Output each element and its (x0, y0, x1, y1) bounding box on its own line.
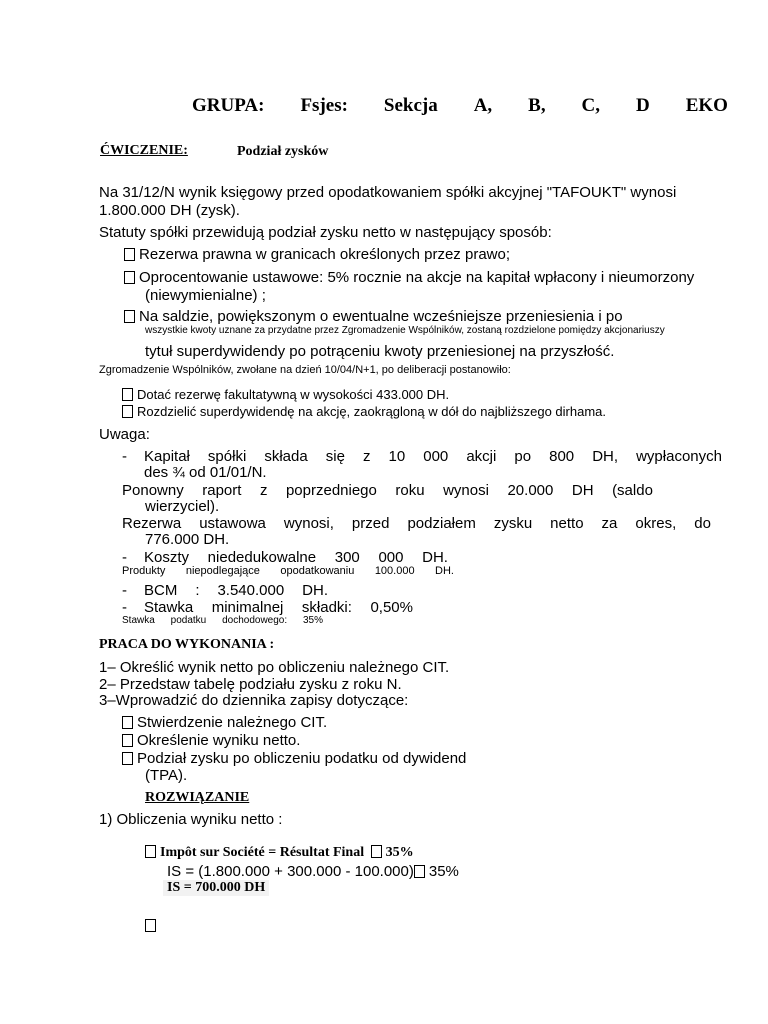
assembly-text: Dotać rezerwę fakultatywną w wysokości 433.000 DH. (137, 387, 450, 402)
statute-text: Oprocentowanie ustawowe: 5% rocznie na akcje na kapitał wpłacony i nieumorzony (139, 269, 695, 286)
intro-line: 1.800.000 DH (zysk). (99, 202, 240, 219)
text-segment: 35% (385, 845, 414, 860)
statute-small-text: wszystkie kwoty uznane za przydatne przez Zgromadzenie Wspólników, zostaną rozdzielone pomiędzy akcjonariuszy (145, 325, 665, 336)
header-part: A, (473, 95, 493, 116)
task-subitem-cont: (TPA). (145, 767, 188, 784)
word: 000 (423, 448, 449, 465)
word: poprzedniego (285, 482, 377, 499)
word: minimalnej (211, 599, 284, 616)
statute-item (124, 308, 623, 325)
note-capital-cont: des ¾ od 01/01/N. (144, 464, 267, 481)
missing-glyph-icon (124, 310, 135, 323)
word: opodatkowaniu (280, 565, 355, 577)
word: 300 (334, 549, 360, 566)
intro-line: Statuty spółki przewidują podział zysku netto w następujący sposób: (99, 224, 552, 241)
word: 800 (549, 448, 575, 465)
task-item: 3–Wprowadzić do dziennika zapisy dotyczące: (99, 692, 409, 709)
header-part: C, (581, 95, 601, 116)
word: Stawka (144, 599, 194, 616)
word: spółki (207, 448, 247, 465)
task-subitem (122, 732, 300, 749)
task-subitem (122, 714, 327, 731)
exercise-title: Podział zysków (237, 144, 329, 159)
word: za (601, 515, 618, 532)
word: DH. (302, 582, 328, 599)
text-segment: Impôt sur Société = Résultat Final (160, 845, 365, 860)
missing-glyph-icon (145, 845, 156, 858)
missing-glyph-icon (122, 752, 133, 765)
document-header (192, 95, 728, 117)
statute-item (124, 246, 510, 263)
solution-formula (145, 845, 414, 861)
note-dash: - (122, 599, 127, 616)
word: okres, (635, 515, 677, 532)
statute-text-cont: (niewymienialne) ; (145, 287, 266, 304)
text-segment: Podział zysku po obliczeniu podatku od dywidend (137, 750, 467, 767)
word: : (195, 582, 200, 599)
header-part: B, (528, 95, 546, 116)
assembly-line: Zgromadzenie Wspólników, zwołane na dzień 10/04/N+1, po deliberacji postanowiło: (99, 364, 511, 376)
statute-text: Na saldzie, powiększonym o ewentualne wcześniejsze przeniesienia i po (139, 308, 623, 325)
statute-text: Rezerwa prawna w granicach określonych przez prawo; (139, 246, 511, 263)
word: DH (571, 482, 594, 499)
word: składa (264, 448, 308, 465)
task-item: 2– Przedstaw tabelę podziału zysku z roku N. (99, 676, 402, 693)
word: 10 (388, 448, 406, 465)
missing-glyph-icon (122, 405, 133, 418)
word: Rezerwa (122, 515, 182, 532)
word: wypłaconych (636, 448, 722, 465)
word: Stawka (122, 615, 155, 626)
solution-step: 1) Obliczenia wyniku netto : (99, 811, 283, 828)
word: Koszty (144, 549, 190, 566)
word: po (514, 448, 532, 465)
word: DH, (592, 448, 619, 465)
header-part: EKO (685, 95, 728, 116)
note-min-rate (144, 599, 413, 616)
assembly-item (122, 387, 449, 402)
word: niededukowalne (207, 549, 317, 566)
missing-glyph-icon (124, 248, 135, 261)
word: 20.000 (507, 482, 554, 499)
word: Kapitał (144, 448, 190, 465)
note-bcm (144, 582, 328, 599)
note-report (122, 482, 653, 499)
word: BCM (144, 582, 178, 599)
word: zysku (493, 515, 533, 532)
word: 35% (302, 615, 323, 626)
header-line (192, 95, 728, 117)
note-costs (144, 549, 448, 566)
trailing-glyph (145, 917, 160, 935)
solution-calc (167, 863, 459, 880)
word: do (694, 515, 711, 532)
word: DH. (422, 549, 448, 566)
word: niepodlegające (185, 565, 260, 577)
note-reserve (122, 515, 711, 532)
word: 3.540.000 (217, 582, 285, 599)
note-capital (144, 448, 722, 465)
statute-item (124, 269, 694, 286)
word: raport (202, 482, 242, 499)
word: Produkty (122, 565, 166, 577)
task-subitem (122, 750, 466, 767)
word: netto (550, 515, 584, 532)
missing-glyph-icon (414, 865, 425, 878)
note-dash: - (122, 549, 127, 566)
word: ustawowa (199, 515, 266, 532)
word: 100.000 (374, 565, 415, 577)
word: akcji (466, 448, 497, 465)
note-nontaxable (122, 565, 454, 577)
missing-glyph-icon (145, 919, 156, 932)
missing-glyph-icon (122, 716, 133, 729)
header-part: Sekcja (383, 95, 438, 116)
assembly-item (122, 404, 606, 419)
missing-glyph-icon (122, 734, 133, 747)
word: wynosi (443, 482, 489, 499)
text-segment: 35% (428, 863, 459, 880)
statute-text-cont: tytuł superdywidendy po potrąceniu kwoty przeniesionej na przyszłość. (145, 343, 615, 360)
task-item: 1– Określić wynik netto po obliczeniu należnego CIT. (99, 659, 450, 676)
word: 000 (378, 549, 404, 566)
word: DH. (435, 565, 454, 577)
missing-glyph-icon (371, 845, 382, 858)
word: podatku (170, 615, 207, 626)
missing-glyph-icon (124, 271, 135, 284)
exercise-label: ĆWICZENIE: (100, 143, 188, 158)
text-segment: Określenie wyniku netto. (137, 732, 301, 749)
tasks-title: PRACA DO WYKONANIA : (99, 637, 275, 652)
word: 0,50% (370, 599, 413, 616)
word: składki: (301, 599, 352, 616)
text-segment: Stwierdzenie należnego CIT. (137, 714, 328, 731)
notes-label: Uwaga: (99, 426, 150, 443)
note-dash: - (122, 582, 127, 599)
word: Ponowny (122, 482, 184, 499)
word: podziałem (407, 515, 476, 532)
word: roku (395, 482, 425, 499)
solution-title: ROZWIĄZANIE (145, 790, 250, 805)
header-part: Fsjes: (300, 95, 348, 116)
text-segment: IS = (1.800.000 + 300.000 - 100.000) (167, 863, 414, 880)
intro-line: Na 31/12/N wynik księgowy przed opodatkowaniem spółki akcyjnej "TAFOUKT" wynosi (99, 184, 677, 201)
word: dochodowego: (222, 615, 288, 626)
header-part: D (636, 95, 650, 116)
note-tax-rate (122, 615, 323, 626)
word: (saldo (612, 482, 653, 499)
word: się (325, 448, 345, 465)
assembly-text: Rozdzielić superdywidendę na akcję, zaokrągloną w dół do najbliższego dirhama. (137, 404, 606, 419)
word: przed (351, 515, 390, 532)
solution-result: IS = 700.000 DH (163, 880, 269, 896)
note-reserve-cont: 776.000 DH. (145, 531, 230, 548)
note-report-cont: wierzyciel). (145, 498, 220, 515)
word: z (259, 482, 268, 499)
word: wynosi, (283, 515, 334, 532)
missing-glyph-icon (122, 388, 133, 401)
word: z (362, 448, 371, 465)
note-dash: - (122, 448, 127, 465)
header-part: GRUPA: (192, 95, 265, 116)
